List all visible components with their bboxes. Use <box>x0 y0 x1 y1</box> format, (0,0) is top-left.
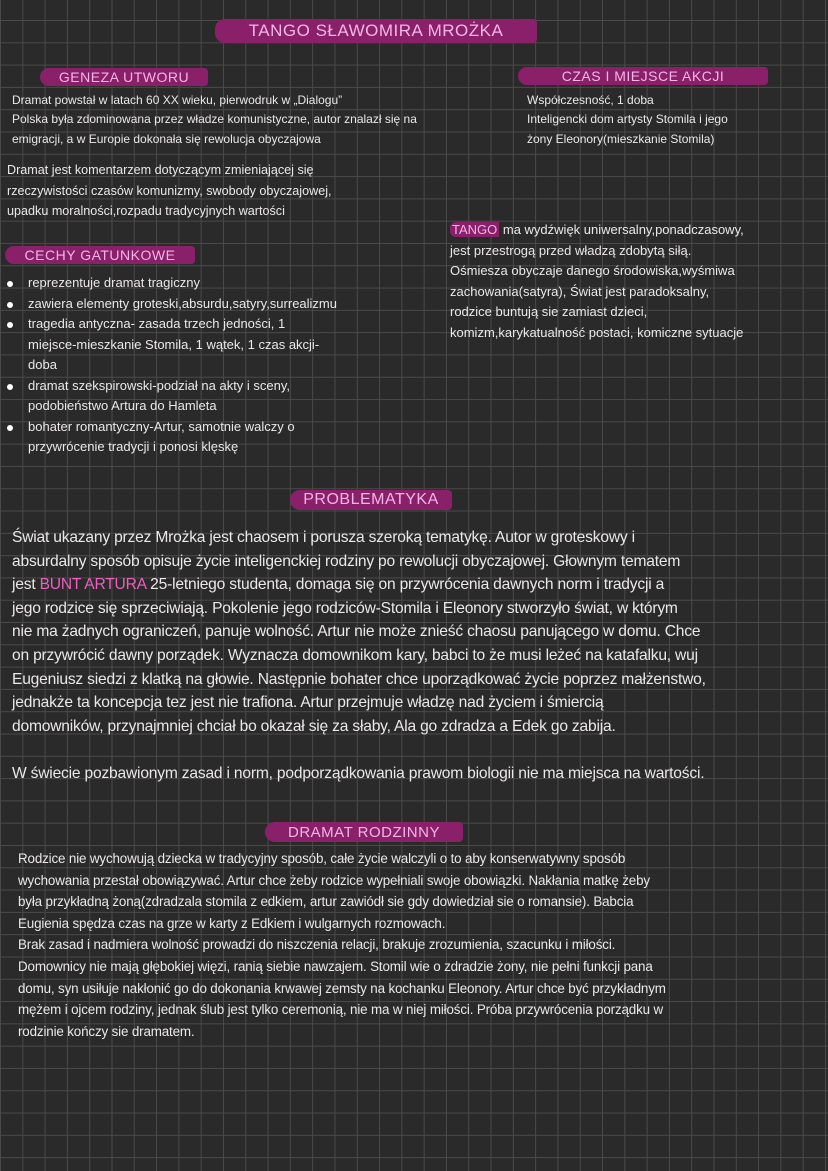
section-heading-czas: CZAS I MIEJSCE AKCJI <box>518 67 768 85</box>
text-line: Polska była zdominowana przez władze komunistyczne, autor znalazł się na <box>12 112 417 127</box>
text-line: jest przestrogą przed władzą zdobytą siłą. <box>450 242 692 258</box>
text-line: Dramat powstał w latach 60 XX wieku, pierwodruk w „Dialogu” <box>12 93 343 107</box>
list-item-line: zawiera elementy groteski,absurdu,satyry,surrealizmu <box>28 295 337 311</box>
text-line: Domownicy nie mają głębokiej więzi, ranią siebie nawzajem. Stomil wie o zdradzie żony, nie pełni funkcji pana <box>18 958 653 974</box>
page-title: TANGO SŁAWOMIRA MROŻKA <box>215 19 537 43</box>
text-line: domowników, przynajmniej chciał bo okazał się za słaby, Ala go zdradza a Edek go zabija. <box>12 717 616 735</box>
text-line: absurdalny sposób opisuje życie inteligenckiej rodziny po rewolucji obyczajowej. Głownym tematem <box>12 552 681 570</box>
text-line: Rodzice nie wychowują dziecka w tradycyjny sposób, całe życie walczyli o to aby konserwatywny sposób <box>18 851 626 866</box>
text-line: rzeczywistości czasów komunizmy, swobody obyczajowej, <box>7 183 332 198</box>
tango-note-line: ma wydźwięk uniwersalny,ponadczasowy, <box>499 222 744 237</box>
text-line: upadku moralności,rozpadu tradycyjnych wartości <box>7 204 285 218</box>
geneza-comment <box>7 160 332 222</box>
czas-text <box>527 91 728 149</box>
list-item-line: dramat szekspirowski-podział na akty i sceny, <box>28 377 291 393</box>
text-line <box>12 573 706 597</box>
list-item <box>0 314 337 376</box>
text-line: była przykładną żoną(zdradzala stomila z edkiem, artur zawiódł sie gdy dowiedział sie o romansie). Babcia <box>18 894 634 910</box>
text-line: Świat ukazany przez Mrożka jest chaosem i porusza szeroką tematykę. Autor w groteskowy i <box>12 529 635 546</box>
dramat-rodzinny-text <box>18 848 666 1042</box>
problematyka-text <box>12 526 706 786</box>
list-item-line: podobieństwo Artura do Hamleta <box>28 398 217 413</box>
list-item-line: przywrócenie tradycji i ponosi klęskę <box>28 439 239 454</box>
list-item <box>0 417 337 458</box>
text-line: jego rodzice się sprzeciwiają. Pokolenie jego rodziców-Stomila i Eleonory stworzyło świat, w którym <box>12 599 678 617</box>
text-line: Eugienia spędza czas na grze w karty z Edkiem i wulgarnych rozmowach. <box>18 915 446 931</box>
section-heading-geneza: GENEZA UTWORU <box>40 68 208 86</box>
text-line: rodzice buntują sie zamiast dzieci, <box>450 304 648 319</box>
problematyka-conclusion: W świecie pozbawionym zasad i norm, podporządkowania prawom biologii nie ma miejsca na wartości. <box>12 764 705 782</box>
text-line: komizm,karykatualność postaci, komiczne sytuacje <box>450 324 744 340</box>
list-item-line: miejsce-mieszkanie Stomila, 1 wątek, 1 czas akcji- <box>28 336 320 352</box>
bunt-artura-highlight: BUNT ARTURA <box>39 576 147 594</box>
list-item-line: doba <box>28 357 57 372</box>
list-item-line: reprezentuje dramat tragiczny <box>28 275 200 290</box>
text-line: Inteligencki dom artysty Stomila i jego <box>527 112 728 127</box>
section-heading-cechy: CECHY GATUNKOWE <box>5 246 195 264</box>
list-item-line: bohater romantyczny-Artur, samotnie walczy o <box>28 418 295 434</box>
text-line: Eugeniusz siedzi z klatką na głowie. Następnie bohater chce uporządkować życie poprzez małżenstwo, <box>12 670 706 688</box>
text-line: Dramat jest komentarzem dotyczącym zmieniającej się <box>7 163 314 177</box>
list-item <box>0 376 337 417</box>
section-heading-dramat-rodzinny: DRAMAT RODZINNY <box>265 822 463 842</box>
text-fragment: 25-letniego studenta, domaga się on przywrócenia dawnych norm i tradycji a <box>146 576 665 594</box>
text-line: nie ma żadnych ograniczeń, panuje wolność. Artur nie może znieść chaosu panującego w domu. Chce <box>12 623 701 641</box>
tango-note-lines <box>450 241 744 344</box>
problematyka-lines <box>12 597 706 739</box>
text-line: emigracji, a w Europie dokonała się rewolucja obyczajowa <box>12 131 321 146</box>
text-line: rodzinie kończy sie dramatem. <box>18 1023 195 1039</box>
tango-highlight: TANGO <box>452 222 498 237</box>
text-line: Ośmiesza obyczaje danego środowiska,wyśmiwa <box>450 263 735 278</box>
section-heading-problematyka: PROBLEMATYKA <box>290 490 452 510</box>
text-line: mężem i ojcem rodziny, jednak ślub jest tylko ceremonią, nie ma w niej miłości. Próba przywrócenia porządku w <box>18 1002 664 1018</box>
list-item-line: tragedia antyczna- zasada trzech jedności, 1 <box>28 316 286 331</box>
tango-note <box>450 220 744 343</box>
text-line: zachowania(satyra), Świat jest paradoksalny, <box>450 283 710 299</box>
list-item <box>0 294 337 315</box>
text-line: Współczesność, 1 doba <box>527 93 654 107</box>
text-line: on przywrócić dawny porządek. Wyznacza domownikom kary, babci to że musi leżeć na katafalku, wuj <box>12 646 698 664</box>
geneza-text <box>12 91 417 149</box>
text-line: domu, syn usiłuje nakłonić go do dokonania krwawej zemsty na kochanku Eleonory. Artur chce być przykładnym <box>18 980 666 996</box>
text-line: jednakże ta koncepcja tez jest nie trafiona. Artur przejmuje władzę nad życiem i śmiercią <box>12 694 604 712</box>
text-line: żony Eleonory(mieszkanie Stomila) <box>527 131 715 146</box>
text-fragment: jest <box>12 576 40 594</box>
list-item <box>0 273 337 294</box>
cechy-list <box>0 273 337 458</box>
text-line: wychowania przestał obowiązywać. Artur chce żeby rodzice wypełniali swoje obowiązki. Nakłania matkę żeby <box>18 872 650 888</box>
text-line: Brak zasad i nadmiera wolność prowadzi do niszczenia relacji, brakuje zrozumienia, szacunku i miłości. <box>18 937 616 953</box>
